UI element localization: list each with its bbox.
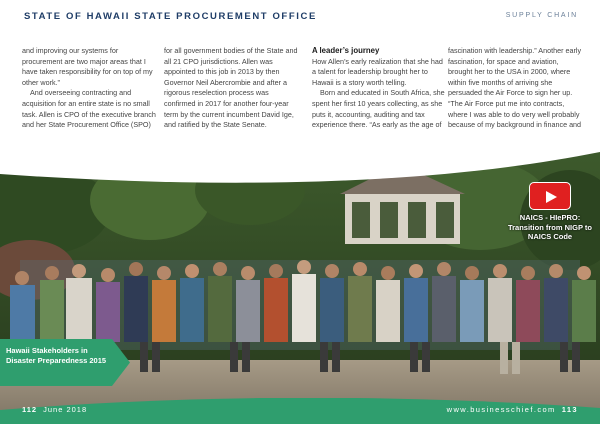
video-play-button[interactable]	[529, 182, 571, 210]
page-number-right: 113	[561, 405, 578, 414]
article-column-4	[448, 46, 582, 131]
subheading: A leader’s journey	[312, 46, 380, 55]
paragraph: fascination with leadership.” Another early fascination, for space and aviation, brought her to the USA in 2000, where within five months of arriving she persuaded the Air Force to sign her up. “The Air Force put me into contracts, where I was able to do very well probably because of my background in finance and	[448, 46, 582, 130]
footer-right	[447, 405, 578, 414]
website-link[interactable]: www.businesschief.com	[446, 405, 556, 414]
page-number-left: 112	[22, 405, 38, 414]
play-icon	[546, 191, 557, 203]
article-column-3	[312, 46, 446, 141]
paragraph: for all government bodies of the State and all 21 CPO jurisdictions. Allen was appointed to this job in 2013 by then Governor Neil Abercrombie and after a rigorous reselection process was confirmed in 2017 for another four-year term by the current incumbent David Ige, and ratified by the State Senate.	[164, 46, 298, 130]
magazine-section-label: SUPPLY CHAIN	[505, 12, 578, 19]
publication-section-title: STATE OF HAWAII STATE PROCUREMENT OFFICE	[24, 11, 317, 22]
paragraph: And overseeing contracting and acquisition for an entire state is no small task. Allen is CPO of the executive branch and her State Procurement Office (SPO)	[22, 88, 156, 130]
footer-left	[22, 405, 87, 414]
issue-date: June 2018	[43, 405, 88, 414]
paragraph: and improving our systems for procurement are two major areas that I have taken responsibility for on top of my other work.”	[22, 46, 153, 87]
paragraph: Born and educated in South Africa, she spent her first 10 years collecting, as she puts it, accounting, auditing and tax experience there. “As early as the age of	[312, 88, 445, 130]
article-column-2	[164, 46, 298, 131]
paragraph: How Allen’s early realization that she had a talent for leadership brought her to Hawaii is a story worth telling.	[312, 56, 443, 87]
photo-caption: Hawaii Stakeholders in Disaster Preparedness 2015	[6, 346, 107, 365]
video-title[interactable]: NAICS - HIePRO: Transition from NIGP to NAICS Code	[507, 213, 593, 241]
page-curve-overlay	[0, 130, 600, 200]
page-header	[0, 0, 600, 34]
